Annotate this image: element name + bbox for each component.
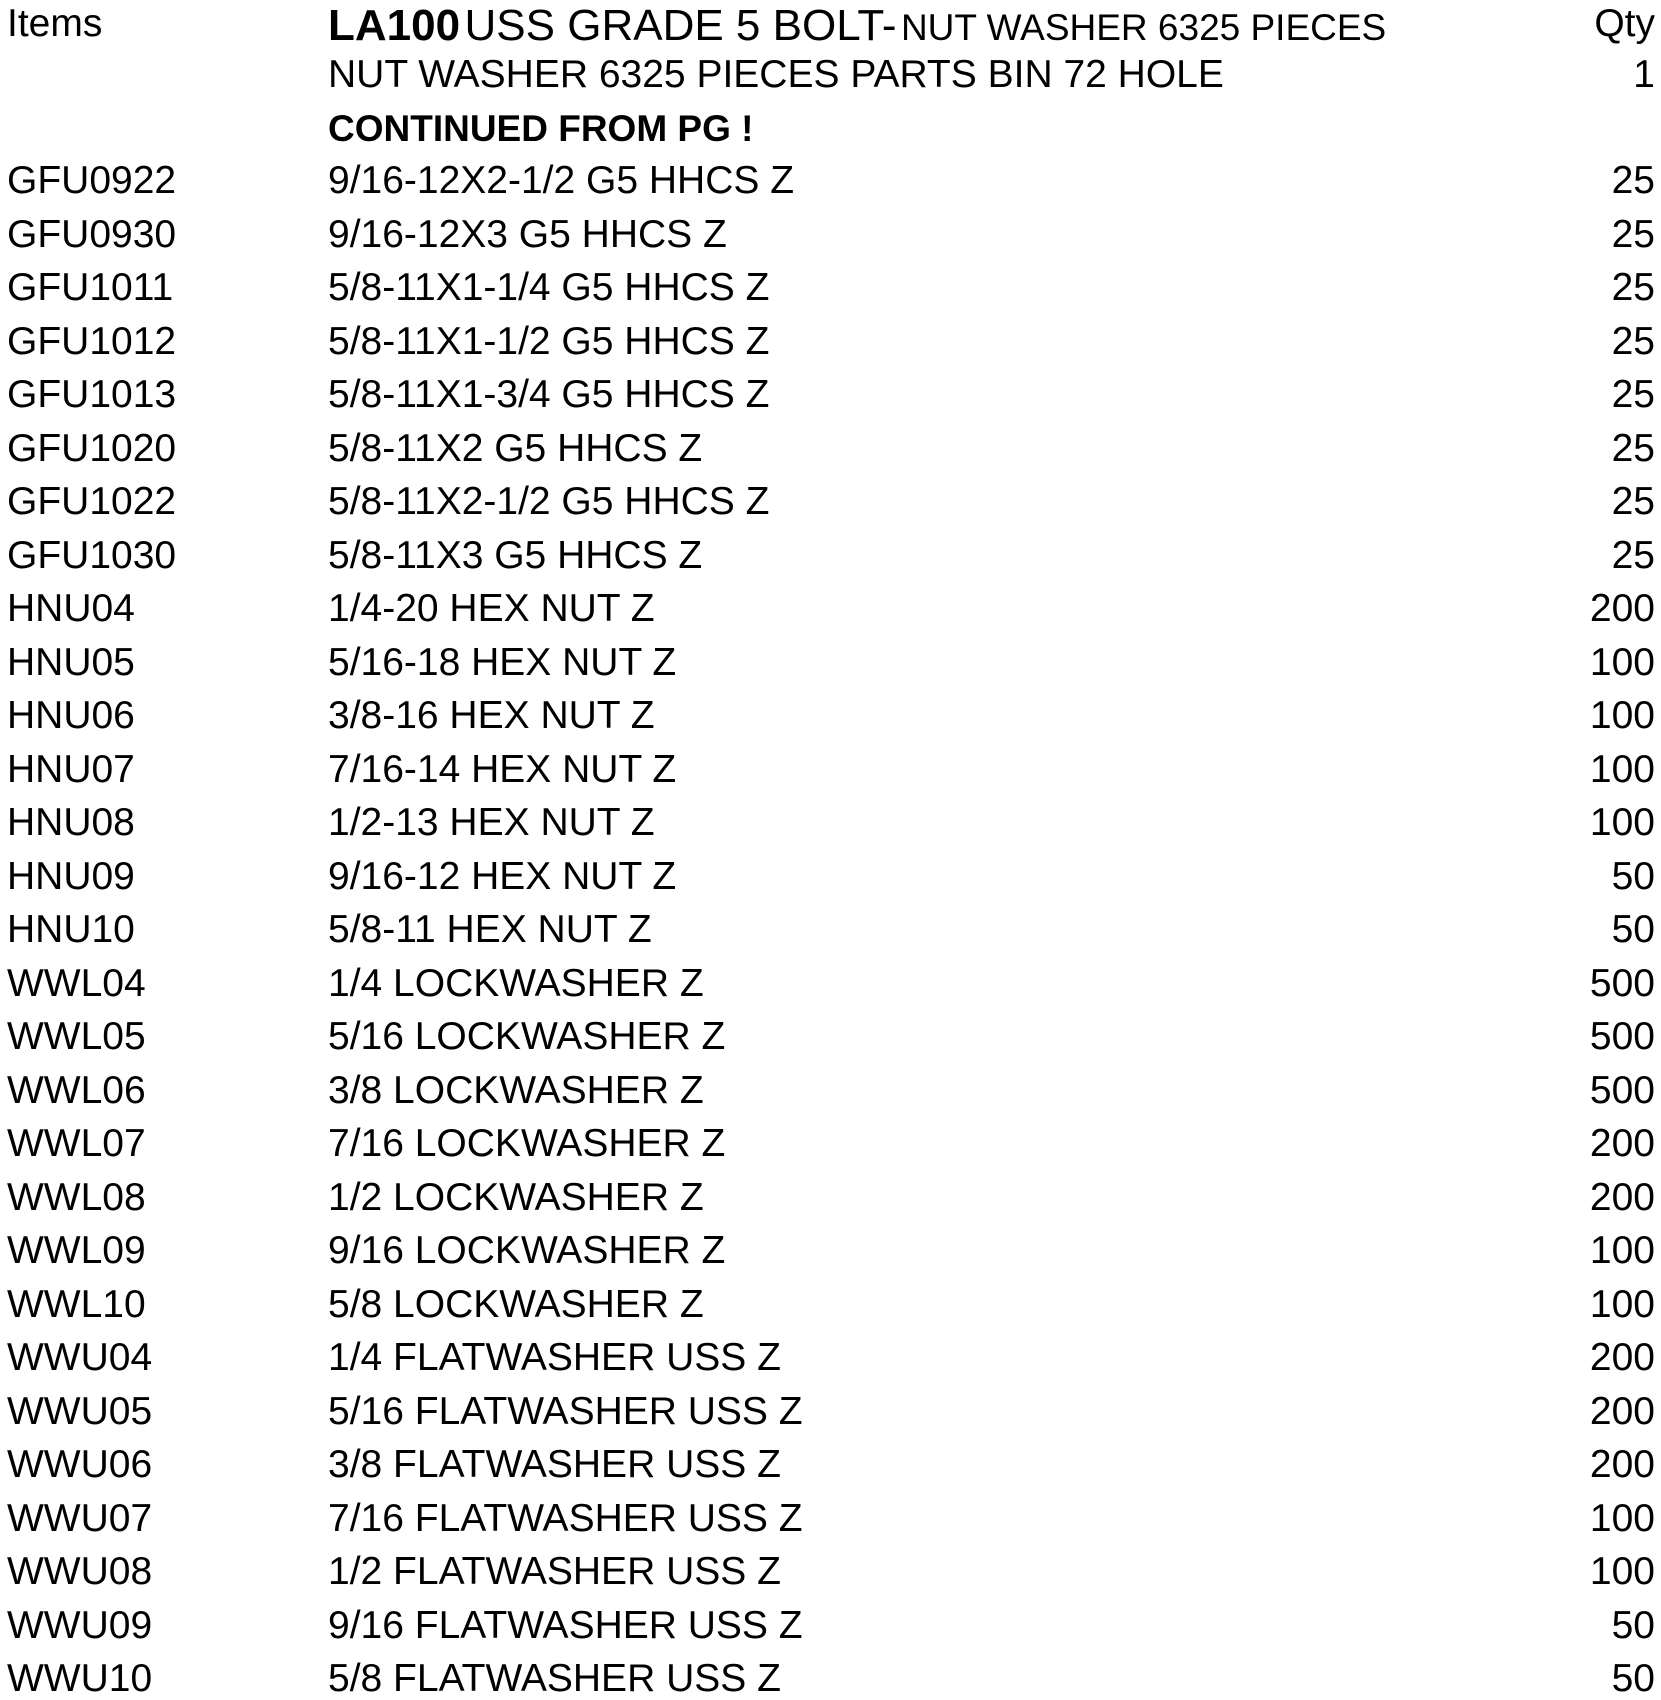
item-description: 9/16-12X3 G5 HHCS Z [328, 213, 727, 256]
item-code: GFU1013 [7, 373, 177, 416]
item-description: 3/8 LOCKWASHER Z [328, 1069, 704, 1112]
item-description: 5/16 LOCKWASHER Z [328, 1015, 726, 1058]
kit-description: NUT WASHER 6325 PIECES PARTS BIN 72 HOLE [328, 53, 1224, 96]
item-qty: 25 [1611, 534, 1655, 577]
continued-note: CONTINUED FROM PG ! [328, 108, 754, 149]
item-qty: 50 [1611, 1657, 1655, 1700]
item-code: WWU10 [7, 1657, 153, 1700]
item-description: 1/2-13 HEX NUT Z [328, 801, 655, 844]
item-qty: 25 [1611, 159, 1655, 202]
item-qty: 25 [1611, 480, 1655, 523]
kit-qty: 1 [1633, 53, 1655, 96]
item-code: WWU06 [7, 1443, 153, 1486]
item-code: WWL06 [7, 1069, 146, 1112]
item-description: 9/16 LOCKWASHER Z [328, 1229, 726, 1272]
item-qty: 25 [1611, 373, 1655, 416]
item-qty: 200 [1589, 587, 1655, 630]
item-code: WWL07 [7, 1122, 146, 1165]
item-qty: 25 [1611, 320, 1655, 363]
item-code: GFU1012 [7, 320, 177, 363]
item-qty: 500 [1589, 1015, 1655, 1058]
item-description: 1/2 FLATWASHER USS Z [328, 1550, 781, 1593]
item-description: 5/16 FLATWASHER USS Z [328, 1390, 803, 1433]
item-qty: 200 [1589, 1176, 1655, 1219]
item-qty: 500 [1589, 962, 1655, 1005]
item-qty: 100 [1589, 694, 1655, 737]
item-code: GFU1020 [7, 427, 177, 470]
item-description: 3/8 FLATWASHER USS Z [328, 1443, 781, 1486]
item-code: GFU1030 [7, 534, 177, 577]
item-code: HNU05 [7, 641, 135, 684]
title-code: LA100 [328, 1, 461, 50]
item-code: WWU09 [7, 1604, 153, 1647]
item-code: HNU06 [7, 694, 135, 737]
item-description: 5/16-18 HEX NUT Z [328, 641, 677, 684]
item-qty: 200 [1589, 1443, 1655, 1486]
item-qty: 50 [1611, 1604, 1655, 1647]
item-qty: 50 [1611, 908, 1655, 951]
item-description: 3/8-16 HEX NUT Z [328, 694, 655, 737]
item-description: 5/8-11X1-1/4 G5 HHCS Z [328, 266, 770, 309]
item-description: 5/8-11X2 G5 HHCS Z [328, 427, 703, 470]
qty-column-header: Qty [1594, 2, 1655, 45]
item-code: HNU09 [7, 855, 135, 898]
item-code: WWL04 [7, 962, 146, 1005]
item-qty: 200 [1589, 1122, 1655, 1165]
item-qty: 50 [1611, 855, 1655, 898]
item-qty: 25 [1611, 266, 1655, 309]
items-column-header: Items [7, 2, 103, 45]
item-code: GFU0922 [7, 159, 177, 202]
item-qty: 25 [1611, 427, 1655, 470]
item-code: GFU0930 [7, 213, 177, 256]
item-qty: 500 [1589, 1069, 1655, 1112]
item-code: WWL08 [7, 1176, 146, 1219]
item-description: 1/4-20 HEX NUT Z [328, 587, 655, 630]
item-qty: 100 [1589, 801, 1655, 844]
item-description: 5/8-11X2-1/2 G5 HHCS Z [328, 480, 770, 523]
item-description: 1/4 LOCKWASHER Z [328, 962, 704, 1005]
item-description: 1/2 LOCKWASHER Z [328, 1176, 704, 1219]
item-code: HNU10 [7, 908, 135, 951]
item-code: WWU08 [7, 1550, 153, 1593]
item-code: GFU1022 [7, 480, 177, 523]
item-qty: 200 [1589, 1390, 1655, 1433]
item-code: WWU04 [7, 1336, 153, 1379]
document-title [328, 1, 1387, 50]
title-rest: NUT WASHER 6325 PIECES [900, 7, 1387, 48]
item-code: HNU08 [7, 801, 135, 844]
item-qty: 100 [1589, 1229, 1655, 1272]
item-code: WWL09 [7, 1229, 146, 1272]
item-description: 7/16-14 HEX NUT Z [328, 748, 677, 791]
item-description: 5/8-11X3 G5 HHCS Z [328, 534, 703, 577]
item-code: WWU05 [7, 1390, 153, 1433]
item-description: 1/4 FLATWASHER USS Z [328, 1336, 781, 1379]
item-description: 5/8 LOCKWASHER Z [328, 1283, 704, 1326]
item-qty: 100 [1589, 1497, 1655, 1540]
item-qty: 100 [1589, 1283, 1655, 1326]
item-description: 9/16 FLATWASHER USS Z [328, 1604, 803, 1647]
item-qty: 100 [1589, 641, 1655, 684]
item-description: 7/16 LOCKWASHER Z [328, 1122, 726, 1165]
item-description: 9/16-12X2-1/2 G5 HHCS Z [328, 159, 795, 202]
item-description: 5/8-11X1-1/2 G5 HHCS Z [328, 320, 770, 363]
item-description: 5/8-11 HEX NUT Z [328, 908, 652, 951]
item-description: 7/16 FLATWASHER USS Z [328, 1497, 803, 1540]
item-description: 5/8-11X1-3/4 G5 HHCS Z [328, 373, 770, 416]
item-code: HNU04 [7, 587, 135, 630]
item-code: GFU1011 [7, 266, 174, 309]
item-qty: 100 [1589, 748, 1655, 791]
title-main: USS GRADE 5 BOLT- [464, 1, 897, 50]
item-code: WWL10 [7, 1283, 146, 1326]
item-code: WWL05 [7, 1015, 146, 1058]
item-qty: 200 [1589, 1336, 1655, 1379]
item-qty: 25 [1611, 213, 1655, 256]
item-code: HNU07 [7, 748, 135, 791]
item-description: 5/8 FLATWASHER USS Z [328, 1657, 781, 1700]
item-qty: 100 [1589, 1550, 1655, 1593]
item-description: 9/16-12 HEX NUT Z [328, 855, 677, 898]
item-code: WWU07 [7, 1497, 153, 1540]
